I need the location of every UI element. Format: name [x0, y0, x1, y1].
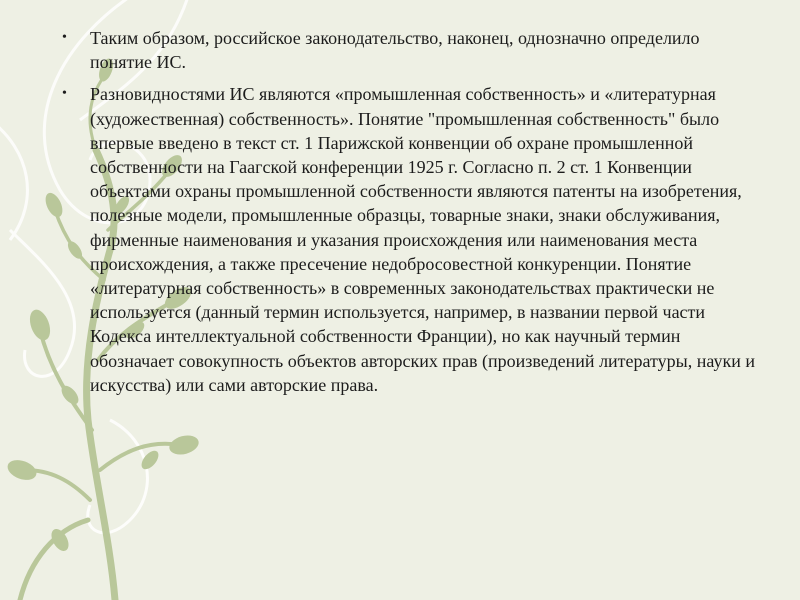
bullet-icon: • — [62, 86, 67, 102]
bullet-list — [62, 26, 762, 405]
bullet-text-2: Разновидностями ИС являются «промышленная собственность» и «литературная (художественная) собственность». Понятие "промышленная собственность" было впервые введено в текст ст. 1 Парижской конвенции об охране промышленной собственности на Гаагской конференции 1925 г. Согласно п. 2 ст. 1 Конвенции объектами охраны промышленной собственности являются патенты на изобретения, полезные модели, промышленные образцы, товарные знаки, знаки обслуживания, фирменные наименования и указания происхождения или наименования места происхождения, а также пресечение недобросовестной конкуренции. Понятие «литературная собственность» в современных законодательствах практически не используется (данный термин используется, например, в названии первой части Кодекса интеллектуальной собственности Франции), но как научный термин обозначает совокупность объектов авторских прав (произведений литературы, науки и искусства) или сами авторские права. — [90, 84, 755, 395]
bullet-text-1: Таким образом, российское законодательство, наконец, однозначно определило понятие ИС. — [90, 28, 700, 73]
bullet-item-1 — [62, 26, 762, 74]
bullet-icon: • — [62, 30, 67, 45]
bullet-item-2 — [62, 82, 762, 397]
